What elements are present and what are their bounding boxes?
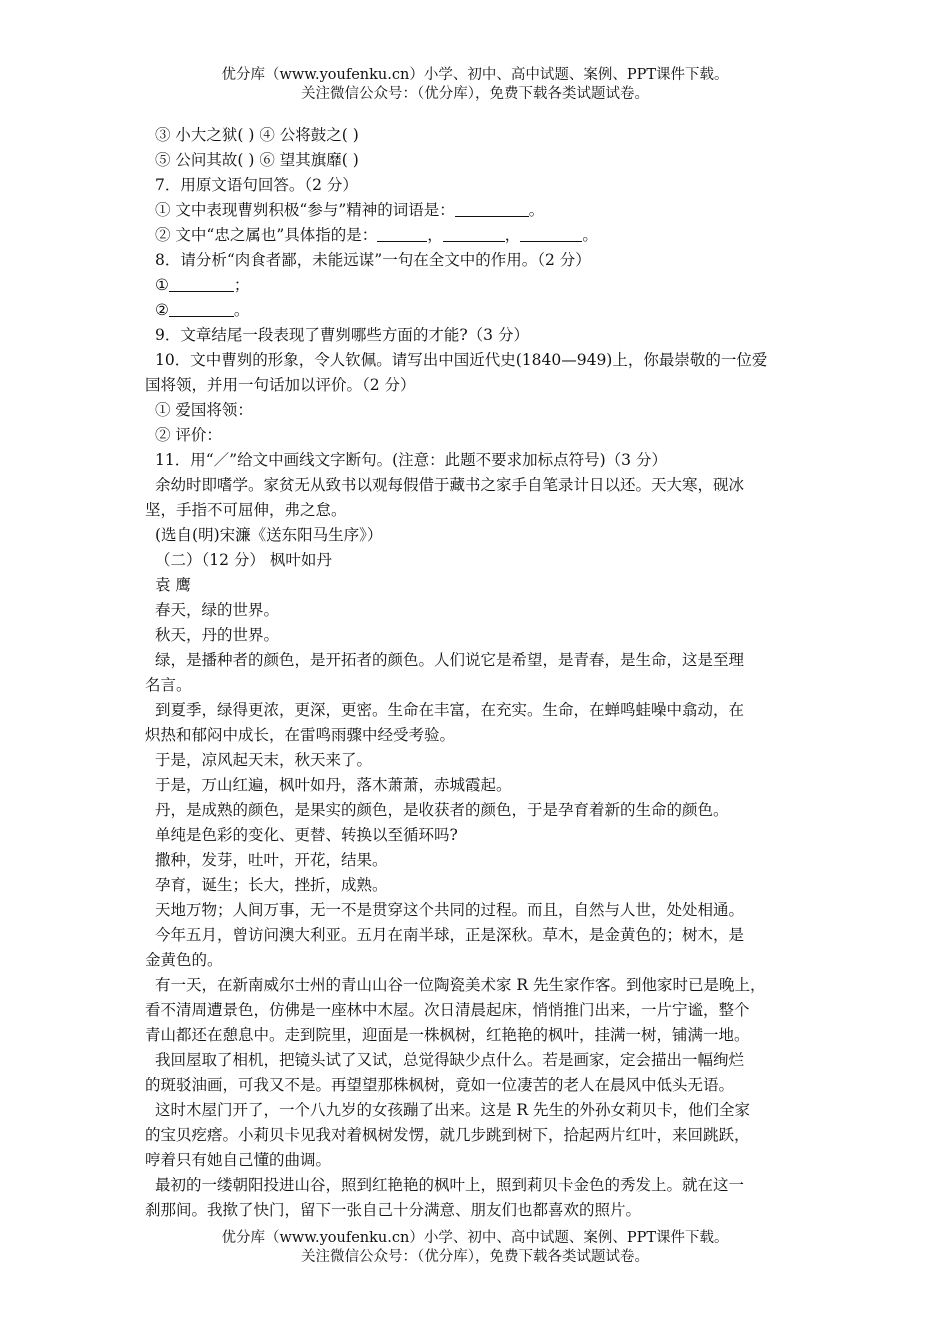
paragraph: 于是，万山红遍，枫叶如丹，落木萧萧，赤城霞起。 bbox=[155, 776, 512, 794]
q11-text-line-2: 坚，手指不可屈伸，弗之怠。 bbox=[145, 501, 347, 519]
q7-item-2-text: ② 文中“忠之属也”具体指的是： bbox=[155, 226, 378, 244]
q11-text-line-1: 余幼时即嗜学。家贫无从致书以观每假借于藏书之家手自笔录计日以还。天大寒，砚冰 bbox=[155, 476, 745, 494]
paragraph-line: 绿，是播种者的颜色，是开拓者的颜色。人们说它是希望，是青春，是生命，这是至理 bbox=[155, 651, 745, 669]
q8-title: 8．请分析“肉食者鄙，未能远谋”一句在全文中的作用。（2 分） bbox=[155, 251, 591, 269]
paragraph: 于是，凉风起天末，秋天来了。 bbox=[155, 751, 373, 769]
answer-blank[interactable] bbox=[377, 226, 427, 242]
header-line-1: 优分库（www.youfenku.cn）小学、初中、高中试题、案例、PPT课件下载。 bbox=[221, 67, 729, 83]
paragraph: 撒种，发芽，吐叶，开花，结果。 bbox=[155, 851, 388, 869]
q7-item-1 bbox=[145, 198, 810, 223]
q8-item-1-mark: ① bbox=[155, 276, 169, 294]
answer-blank[interactable] bbox=[443, 226, 505, 242]
page-header bbox=[0, 66, 950, 104]
q10-item-1: ① 爱国将领： bbox=[155, 401, 253, 419]
q6-row-2: ⑤ 公问其故( ) ⑥ 望其旗靡( ) bbox=[155, 151, 359, 169]
paragraph: 丹，是成熟的颜色，是果实的颜色，是收获者的颜色，于是孕育着新的生命的颜色。 bbox=[155, 801, 729, 819]
footer-line-2: 关注微信公众号：（优分库），免费下载各类试题试卷。 bbox=[301, 1249, 649, 1265]
q8-item-2 bbox=[145, 298, 810, 323]
paragraph: 秋天，丹的世界。 bbox=[155, 626, 280, 644]
answer-blank[interactable] bbox=[455, 201, 529, 217]
q7-item-1-text: ① 文中表现曹刿积极“参与”精神的词语是： bbox=[155, 201, 455, 219]
paragraph-line: 金黄色的。 bbox=[145, 951, 223, 969]
paragraph-line: 看不清周遭景色，仿佛是一座林中木屋。次日清晨起床，悄悄推门出来，一片宁谧，整个 bbox=[145, 1001, 750, 1019]
paragraph-line: 今年五月，曾访问澳大利亚。五月在南半球，正是深秋。草木，是金黄色的；树木，是 bbox=[155, 926, 745, 944]
document-body bbox=[145, 123, 810, 1223]
paragraph: 春天，绿的世界。 bbox=[155, 601, 280, 619]
q7-item-2-end: 。 bbox=[582, 226, 598, 244]
q10-title-line-1: 10．文中曹刿的形象，令人钦佩。请写出中国近代史(1840—949)上，你最崇敬的一位爱 bbox=[155, 351, 768, 369]
paragraph-line: 最初的一缕朝阳投进山谷，照到红艳艳的枫叶上，照到莉贝卡金色的秀发上。就在这一 bbox=[155, 1176, 745, 1194]
paragraph-line: 的斑驳油画，可我又不是。再望望那株枫树，竟如一位凄苦的老人在晨风中低头无语。 bbox=[145, 1076, 735, 1094]
footer-line-1: 优分库（www.youfenku.cn）小学、初中、高中试题、案例、PPT课件下载。 bbox=[221, 1230, 729, 1246]
answer-blank[interactable] bbox=[520, 226, 582, 242]
q6-row-1: ③ 小大之狱( ) ④ 公将鼓之( ) bbox=[155, 126, 359, 144]
q8-item-2-mark: ② bbox=[155, 301, 169, 319]
paragraph-line: 哼着只有她自己懂的曲调。 bbox=[145, 1151, 332, 1169]
paragraph-line: 到夏季，绿得更浓，更深，更密。生命在丰富，在充实。生命，在蝉鸣蛙噪中翕动，在 bbox=[155, 701, 745, 719]
q8-item-2-end: 。 bbox=[233, 301, 250, 319]
q10-item-2: ② 评价： bbox=[155, 426, 222, 444]
header-line-2: 关注微信公众号：（优分库），免费下载各类试题试卷。 bbox=[301, 86, 649, 102]
q7-item-1-end: 。 bbox=[528, 201, 545, 219]
q10-title-line-2: 国将领，并用一句话加以评价。（2 分） bbox=[145, 376, 416, 394]
q8-item-1 bbox=[145, 273, 810, 298]
paragraph-line: 有一天，在新南威尔士州的青山山谷一位陶瓷美术家 R 先生家作客。到他家时已是晚上， bbox=[155, 976, 766, 994]
comma: ， bbox=[427, 226, 443, 244]
q7-title: 7．用原文语句回答。（2 分） bbox=[155, 176, 358, 194]
answer-blank[interactable] bbox=[169, 276, 234, 292]
paragraph: 孕育，诞生；长大，挫折，成熟。 bbox=[155, 876, 388, 894]
paragraph: 单纯是色彩的变化、更替、转换以至循环吗? bbox=[155, 826, 458, 844]
paragraph-line: 我回屋取了相机，把镜头试了又试，总觉得缺少点什么。若是画家，定会描出一幅绚烂 bbox=[155, 1051, 745, 1069]
q7-item-2 bbox=[145, 223, 810, 248]
page-footer bbox=[0, 1229, 950, 1267]
author: 袁 鹰 bbox=[155, 576, 191, 594]
q11-source: (选自(明)宋濂《送东阳马生序》） bbox=[155, 526, 383, 544]
paragraph-line: 名言。 bbox=[145, 676, 192, 694]
section-heading: （二）（12 分） 枫叶如丹 bbox=[155, 551, 332, 569]
paragraph-line: 炽热和郁闷中成长，在雷鸣雨骤中经受考验。 bbox=[145, 726, 456, 744]
paragraph-line: 这时木屋门开了，一个八九岁的女孩蹦了出来。这是 R 先生的外孙女莉贝卡，他们全家 bbox=[155, 1101, 751, 1119]
paragraph-line: 刹那间。我揿了快门，留下一张自己十分满意、朋友们也都喜欢的照片。 bbox=[145, 1201, 642, 1219]
paragraph-line: 青山都还在憩息中。走到院里，迎面是一株枫树，红艳艳的枫叶，挂满一树，铺满一地。 bbox=[145, 1026, 750, 1044]
comma: ， bbox=[504, 226, 521, 244]
q8-item-1-end: ； bbox=[233, 276, 250, 294]
paragraph-line: 的宝贝疙瘩。小莉贝卡见我对着枫树发愣，就几步跳到树下，拾起两片红叶，来回跳跃， bbox=[145, 1126, 750, 1144]
paragraph: 天地万物；人间万事，无一不是贯穿这个共同的过程。而且，自然与人世，处处相通。 bbox=[155, 901, 745, 919]
q11-title: 11．用“／”给文中画线文字断句。(注意：此题不要求加标点符号)（3 分） bbox=[155, 451, 667, 469]
q9-title: 9．文章结尾一段表现了曹刿哪些方面的才能?（3 分） bbox=[155, 326, 529, 344]
answer-blank[interactable] bbox=[169, 301, 234, 317]
